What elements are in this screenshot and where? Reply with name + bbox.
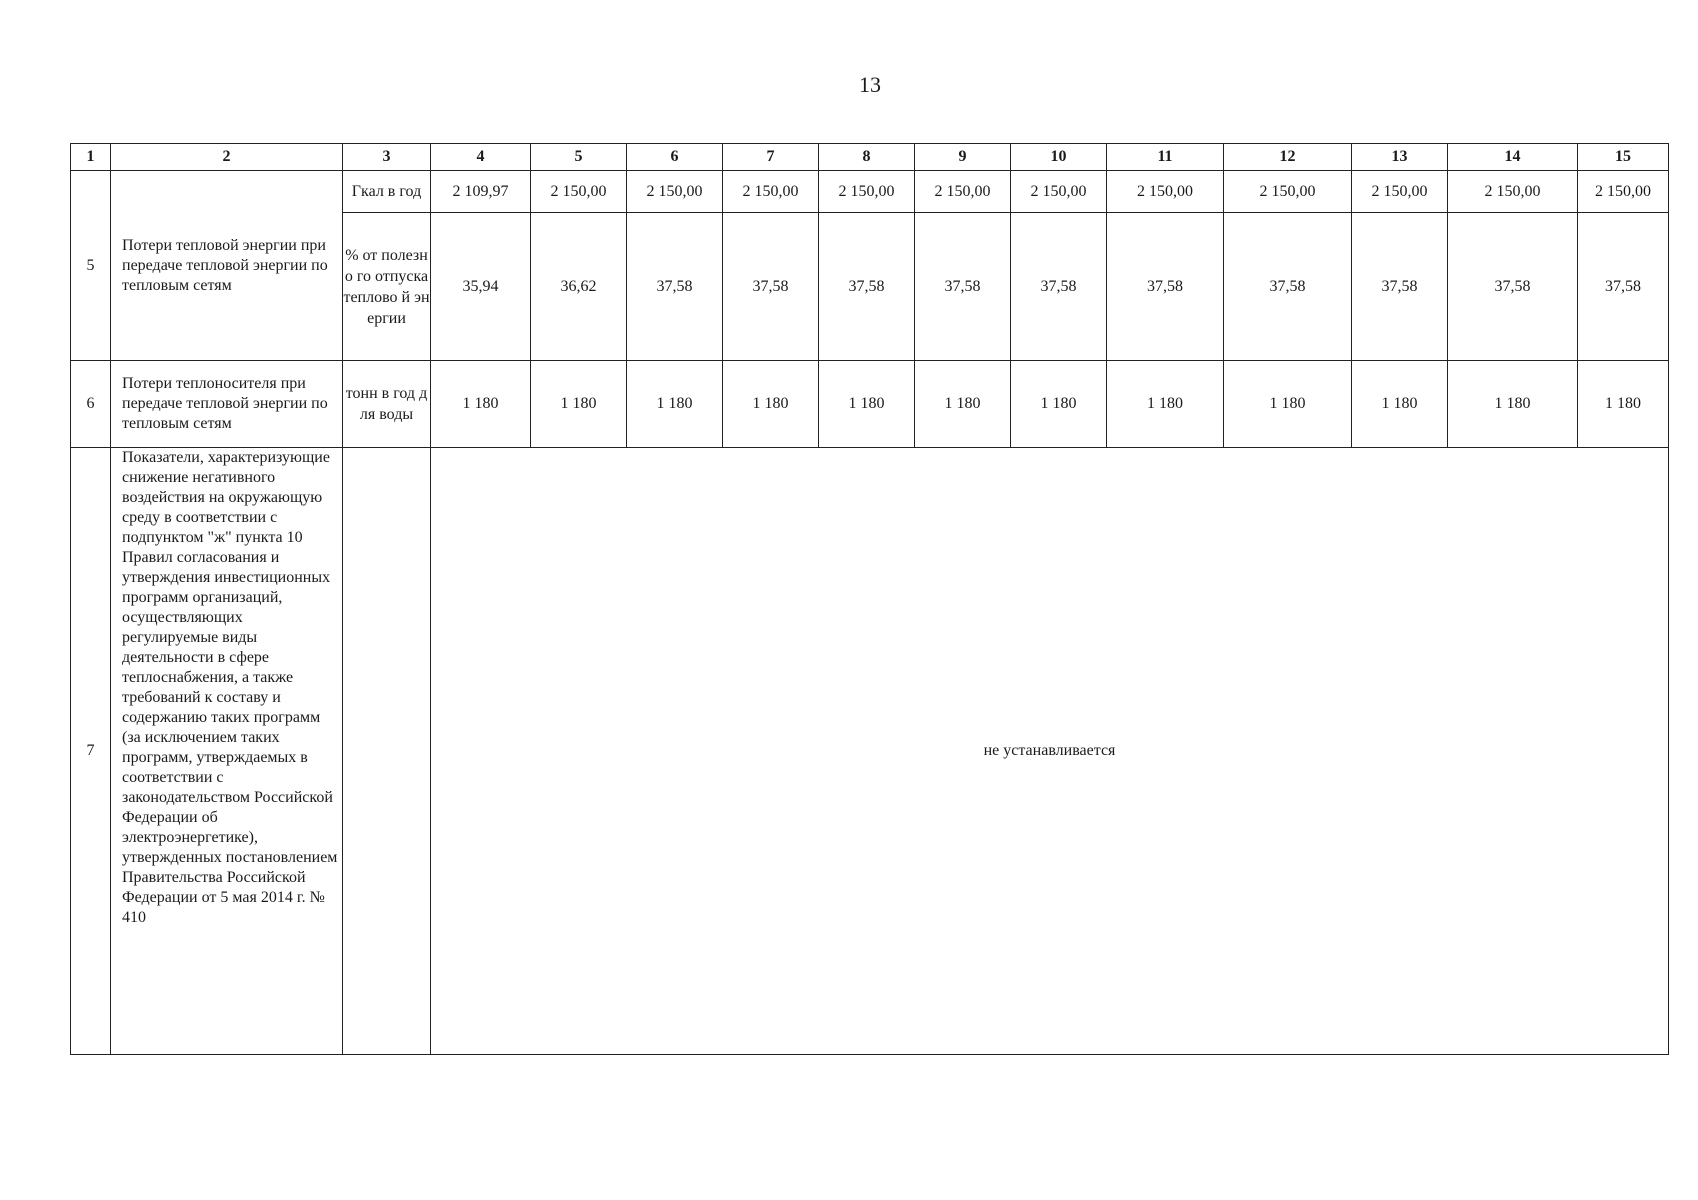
indicator-name: Потери теплоносителя при передаче тепловой энергии по тепловым сетям [111, 361, 343, 448]
value-cell: 2 150,00 [531, 171, 627, 213]
value-cell: 2 150,00 [1352, 171, 1448, 213]
row-number: 5 [71, 171, 111, 361]
header-cell: 13 [1352, 144, 1448, 171]
header-cell: 7 [723, 144, 819, 171]
value-cell: 1 180 [627, 361, 723, 448]
unit-cell: % от полезно го отпуска теплово й энергии [343, 213, 431, 361]
value-cell: 1 180 [1224, 361, 1352, 448]
value-cell: 37,58 [627, 213, 723, 361]
unit-cell [343, 448, 431, 1055]
value-cell: 37,58 [1107, 213, 1224, 361]
value-cell: 37,58 [723, 213, 819, 361]
row-number: 7 [71, 448, 111, 1055]
value-cell: 37,58 [915, 213, 1011, 361]
value-cell: 37,58 [1448, 213, 1578, 361]
header-cell: 2 [111, 144, 343, 171]
value-cell: 37,58 [1352, 213, 1448, 361]
header-cell: 6 [627, 144, 723, 171]
header-cell: 5 [531, 144, 627, 171]
value-cell: 37,58 [819, 213, 915, 361]
table-row [71, 448, 1669, 1055]
indicator-name: Потери тепловой энергии при передаче тепловой энергии по тепловым сетям [111, 171, 343, 361]
header-cell: 11 [1107, 144, 1224, 171]
value-cell: 1 180 [1352, 361, 1448, 448]
value-cell: 1 180 [819, 361, 915, 448]
value-cell: 2 150,00 [1578, 171, 1669, 213]
indicator-name: Показатели, характеризующие снижение негативного воздействия на окружающую среду в соответствии с подпунктом "ж" пункта 10 Правил согласования и утверждения инвестиционных программ организаций, осуществляющих регулируемые виды деятельности в сфере теплоснабжения, а также требований к составу и содержанию таких программ (за исключением таких программ, утверждаемых в соответствии с законодательством Российской Федерации об электроэнергетике), утвержденных постановлением Правительства Российской Федерации от 5 мая 2014 г. № 410 [111, 448, 343, 1055]
unit-cell: Гкал в год [343, 171, 431, 213]
value-cell: 36,62 [531, 213, 627, 361]
value-cell: 1 180 [1011, 361, 1107, 448]
value-cell: 1 180 [915, 361, 1011, 448]
merged-value-cell: не устанавливается [431, 448, 1669, 1055]
value-cell: 37,58 [1578, 213, 1669, 361]
page-number: 13 [859, 72, 881, 97]
table-row [71, 171, 1669, 213]
value-cell: 2 150,00 [723, 171, 819, 213]
value-cell: 37,58 [1011, 213, 1107, 361]
header-cell: 10 [1011, 144, 1107, 171]
value-cell: 1 180 [723, 361, 819, 448]
indicators-table [70, 143, 1669, 1055]
value-cell: 1 180 [431, 361, 531, 448]
value-cell: 1 180 [1107, 361, 1224, 448]
value-cell: 2 150,00 [1107, 171, 1224, 213]
header-cell: 9 [915, 144, 1011, 171]
header-cell: 1 [71, 144, 111, 171]
unit-cell: тонн в год для воды [343, 361, 431, 448]
row-number: 6 [71, 361, 111, 448]
header-cell: 3 [343, 144, 431, 171]
table-row [71, 361, 1669, 448]
header-cell: 15 [1578, 144, 1669, 171]
value-cell: 2 150,00 [1448, 171, 1578, 213]
value-cell: 1 180 [531, 361, 627, 448]
header-cell: 14 [1448, 144, 1578, 171]
value-cell: 2 150,00 [1224, 171, 1352, 213]
value-cell: 2 150,00 [1011, 171, 1107, 213]
value-cell: 2 150,00 [915, 171, 1011, 213]
value-cell: 1 180 [1448, 361, 1578, 448]
header-cell: 12 [1224, 144, 1352, 171]
value-cell: 2 109,97 [431, 171, 531, 213]
value-cell: 35,94 [431, 213, 531, 361]
header-cell: 4 [431, 144, 531, 171]
header-row [71, 144, 1669, 171]
value-cell: 37,58 [1224, 213, 1352, 361]
header-cell: 8 [819, 144, 915, 171]
value-cell: 1 180 [1578, 361, 1669, 448]
value-cell: 2 150,00 [819, 171, 915, 213]
value-cell: 2 150,00 [627, 171, 723, 213]
